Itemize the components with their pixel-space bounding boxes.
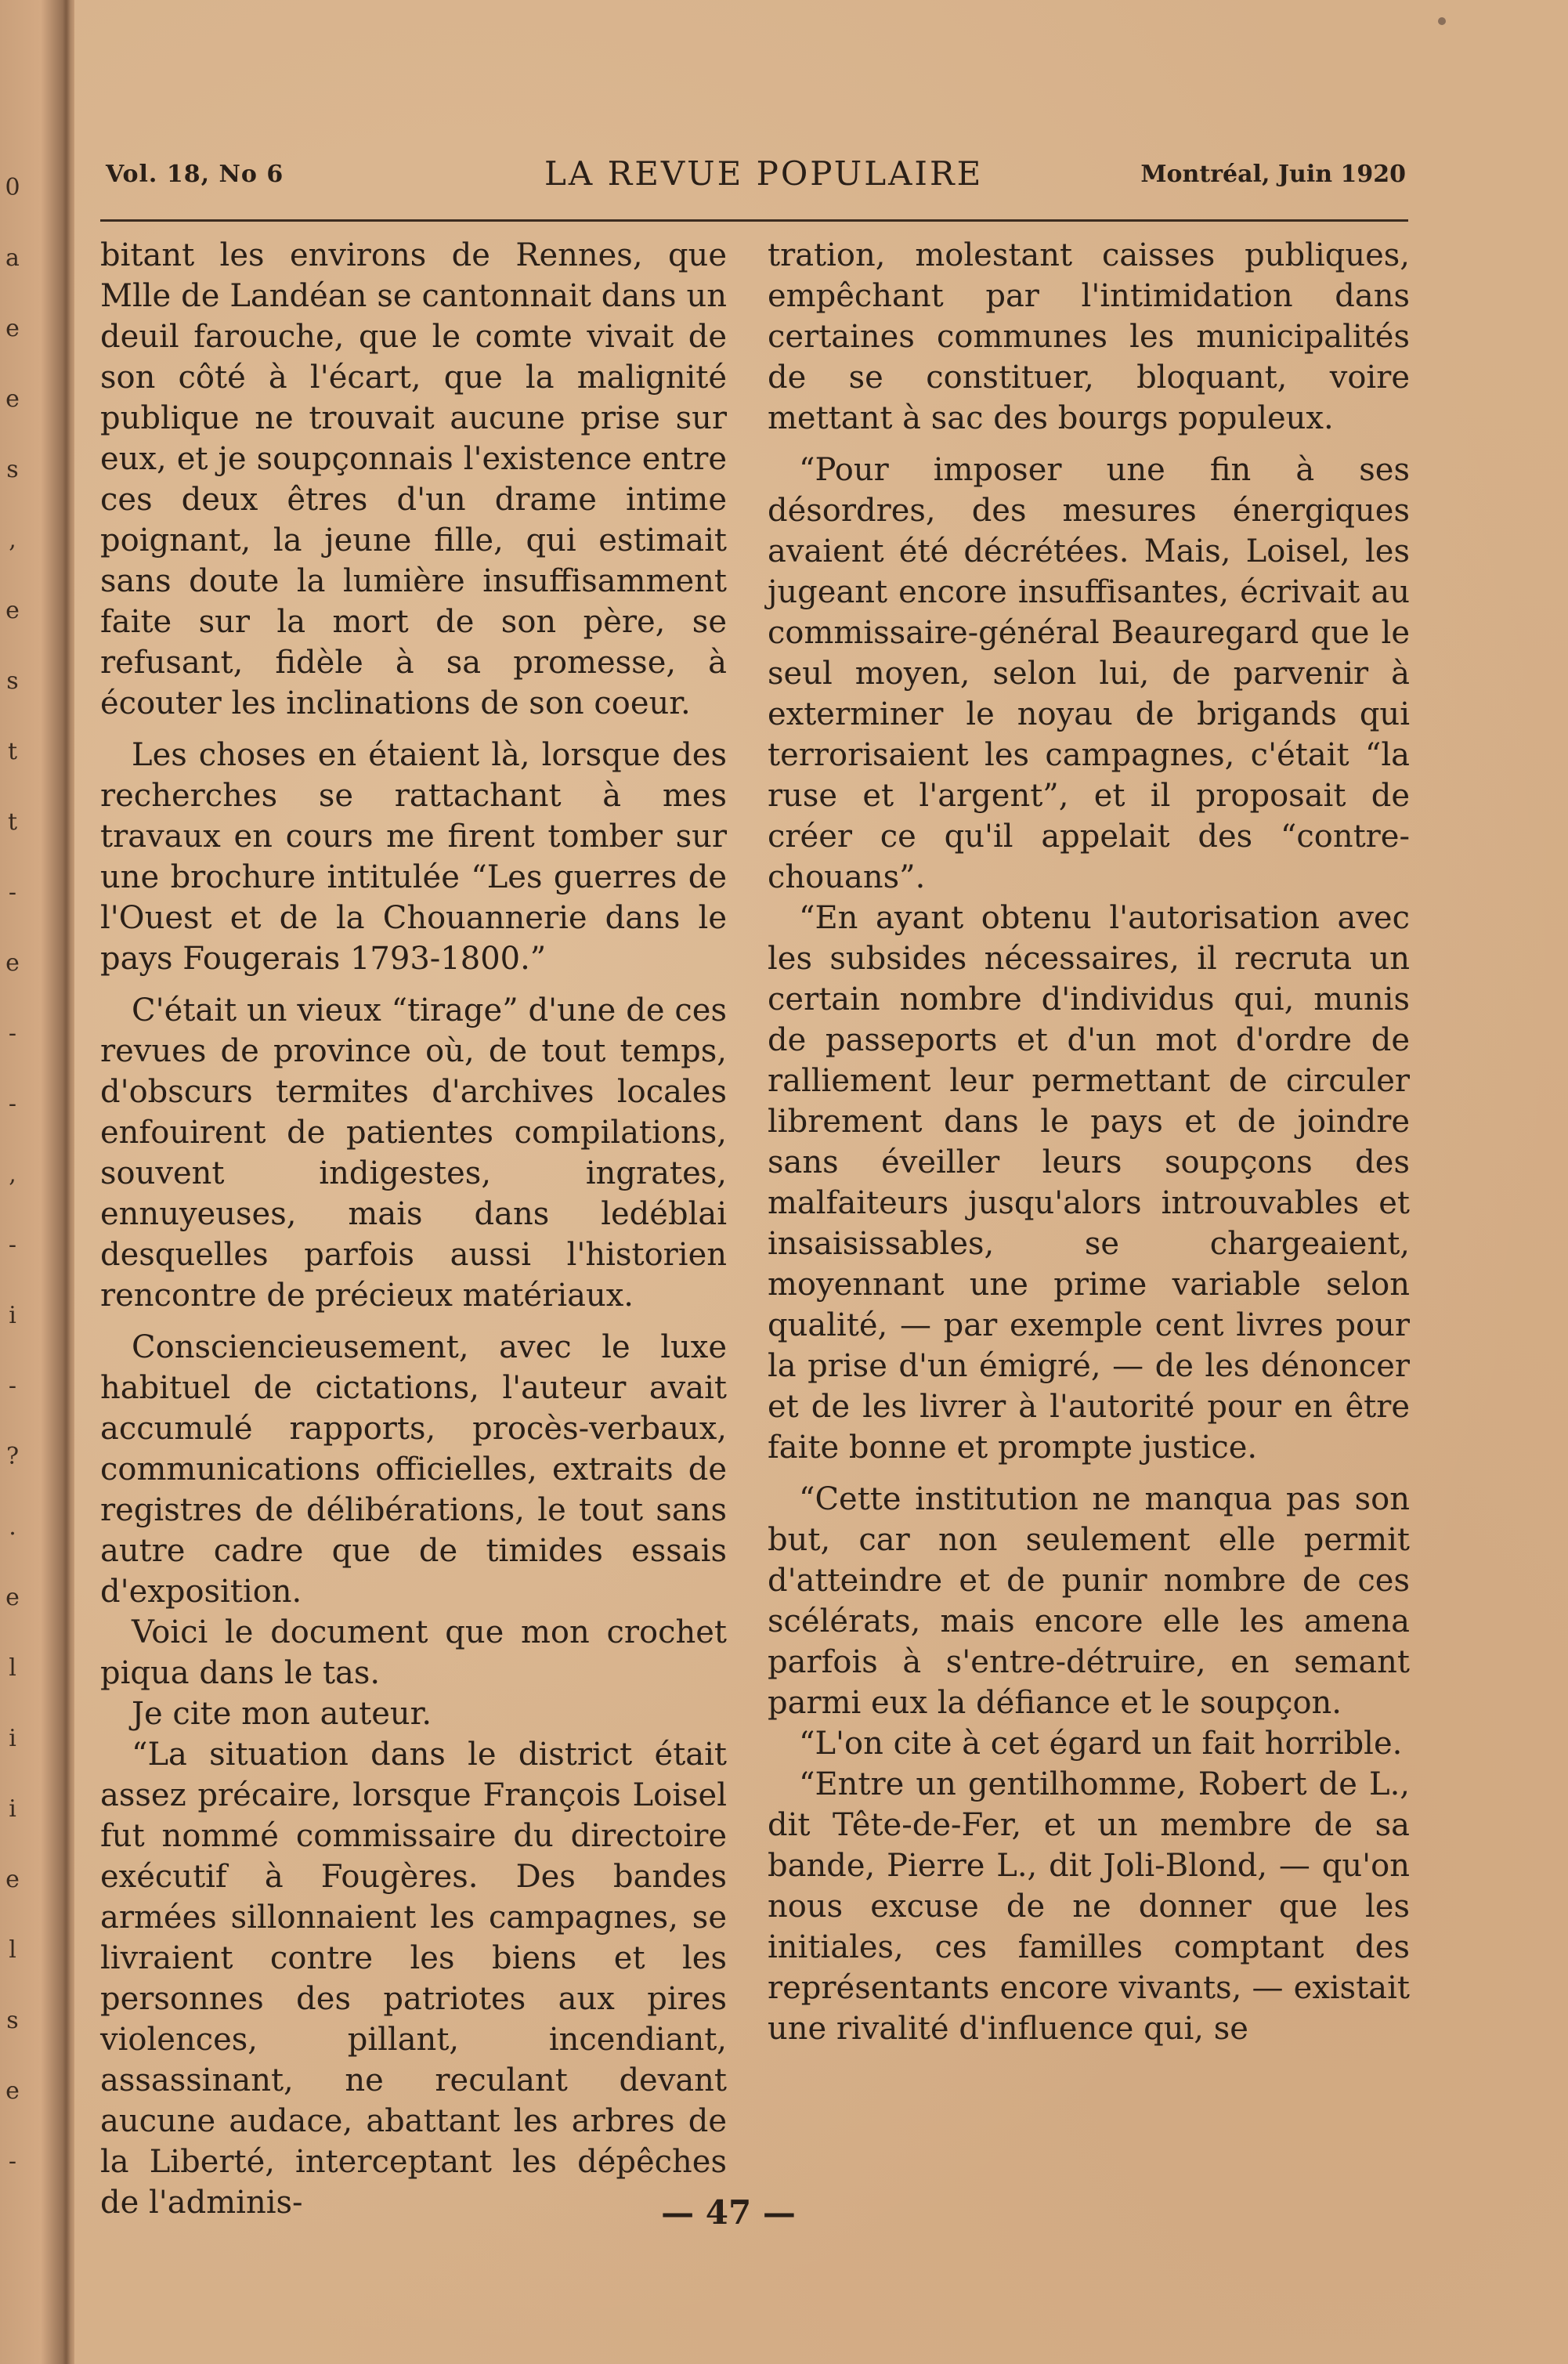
margin-fragment: , [9, 526, 16, 554]
margin-fragment: i [9, 1725, 16, 1752]
margin-fragment: e [5, 315, 20, 342]
margin-fragment: - [8, 1090, 17, 1118]
margin-fragment: e [5, 597, 20, 624]
paragraph: C'était un vieux “tirage” d'une de ces revues de province où, de tout temps, d'obscurs termites d'archives locales enfouirent de patientes compilations, souvent indigestes, ingrates, ennuyeuses, mais dans ledéblai desquelles parfois aussi l'historien rencontre de précieux matériaux. [100, 992, 727, 1314]
journal-title: LA REVUE POPULAIRE [544, 154, 984, 193]
margin-fragment: t [7, 808, 18, 836]
paragraph: “Pour imposer une fin à ses désordres, des mesures énergiques avaient été décrétées. Mais, Loisel, les jugeant encore insuffisantes, écrivait au commissaire-général Beauregard que le seul moyen, selon lui, de parvenir à exterminer le noyau de brigands qui terrorisaient les campagnes, c'était “la ruse et l'argent”, et il proposait de créer ce qu'il appelait des “contre-chouans”. [768, 452, 1410, 895]
paragraph: “La situation dans le district était assez précaire, lorsque François Loisel fut nommé commissaire du directoire exécutif à Fougères. Des bandes armées sillonnaient les campagnes, se livraient contre les biens et les personnes des patriotes aux pires violences, pillant, incendiant, assassinant, ne reculant devant aucune audace, abattant les arbres de la Liberté, interceptant les dépêches de l'adminis- [100, 1737, 727, 2221]
header-rule [100, 219, 1408, 222]
page-number: — 47 — [661, 2193, 796, 2232]
paragraph: Les choses en étaient là, lorsque des recherches se rattachant à mes travaux en cours me firent tomber sur une brochure intitulée “Les guerres de l'Ouest et de la Chouannerie dans le pays Fougerais 1793-1800.” [100, 737, 727, 977]
margin-fragment: s [6, 456, 19, 483]
margin-fragment: 0 [5, 174, 20, 201]
gutter-shadow [63, 0, 70, 2364]
paragraph: tration, molestant caisses publiques, empêchant par l'intimidation dans certaines communes les municipalités de se constituer, bloquant, voire mettant à sac des bourgs populeux. [768, 237, 1410, 436]
margin-fragment: e [5, 385, 20, 413]
margin-fragment: ? [5, 1443, 20, 1470]
margin-fragment: , [9, 1161, 16, 1188]
paragraph: “En ayant obtenu l'autorisation avec les subsides nécessaires, il recruta un certain nombre d'individus qui, munis de passeports et d'un mot d'ordre de ralliement leur permettant de circuler librement dans le pays et de joindre sans éveiller leurs soupçons des malfaiteurs jusqu'alors introuvables et insaisissables, se chargeaient, moyennant une prime variable selon qualité, — par exemple cent livres pour la prise d'un émigré, — de les dénoncer et de les livrer à l'autorité pour en être faite bonne et prompte justice. [768, 900, 1410, 1466]
margin-fragment: e [5, 1584, 20, 1611]
margin-fragment: l [9, 1936, 16, 1964]
margin-fragment: - [8, 2148, 17, 2175]
paper-speck [1438, 17, 1446, 25]
margin-fragment: . [9, 1513, 16, 1541]
volume-number: Vol. 18, No 6 [106, 161, 284, 188]
paragraph: “Entre un gentilhomme, Robert de L., dit Tête-de-Fer, et un membre de sa bande, Pierre L., dit Joli-Blond, — qu'on nous excuse de ne donner que les initiales, ces familles comptant des représentants encore vivants, — existait une rivalité d'influence qui, se [768, 1766, 1410, 2047]
margin-fragment: i [9, 1795, 16, 1823]
margin-fragment: a [5, 244, 20, 272]
running-header [106, 154, 1406, 215]
paragraph: Je cite mon auteur. [132, 1696, 432, 1732]
margin-fragment: s [6, 667, 19, 695]
margin-fragment: e [5, 2077, 20, 2105]
margin-fragment: - [8, 1020, 17, 1047]
margin-fragment: - [8, 1372, 17, 1400]
margin-fragment: e [5, 949, 20, 977]
margin-fragment: t [7, 738, 18, 765]
margin-fragment: i [9, 1302, 16, 1329]
margin-fragment: l [9, 1654, 16, 1682]
margin-fragment: e [5, 1866, 20, 1893]
margin-fragment: - [8, 1231, 17, 1259]
paragraph: “Cette institution ne manqua pas son but, car non seulement elle permit d'atteindre et de punir nombre de ces scélérats, mais encore elle les amena parfois à s'entre-détruire, en semant parmi eux la défiance et le soupçon. [768, 1481, 1410, 1721]
issue-date: Montréal, Juin 1920 [1140, 161, 1406, 188]
left-column [100, 235, 727, 2223]
margin-fragment: s [6, 2007, 19, 2034]
paragraph: Consciencieusement, avec le luxe habituel de cictations, l'auteur avait accumulé rapports, procès-verbaux, communications officielles, extraits de registres de délibérations, le tout sans autre cadre que de timides essais d'exposition. [100, 1329, 727, 1610]
margin-fragment: - [8, 879, 17, 906]
paragraph: “L'on cite à cet égard un fait horrible. [799, 1726, 1403, 1762]
paragraph: bitant les environs de Rennes, que Mlle de Landéan se cantonnait dans un deuil farouche, que le comte vivait de son côté à l'écart, que la malignité publique ne trouvait aucune prise sur eux, et je soupçonnais l'existence entre ces deux êtres d'un drame intime poignant, la jeune fille, qui estimait sans doute la lumière insuffisamment faite sur la mort de son père, se refusant, fidèle à sa promesse, à écouter les inclinations de son coeur. [100, 237, 727, 721]
right-column [768, 235, 1410, 2049]
paragraph: Voici le document que mon crochet piqua dans le tas. [100, 1614, 727, 1691]
